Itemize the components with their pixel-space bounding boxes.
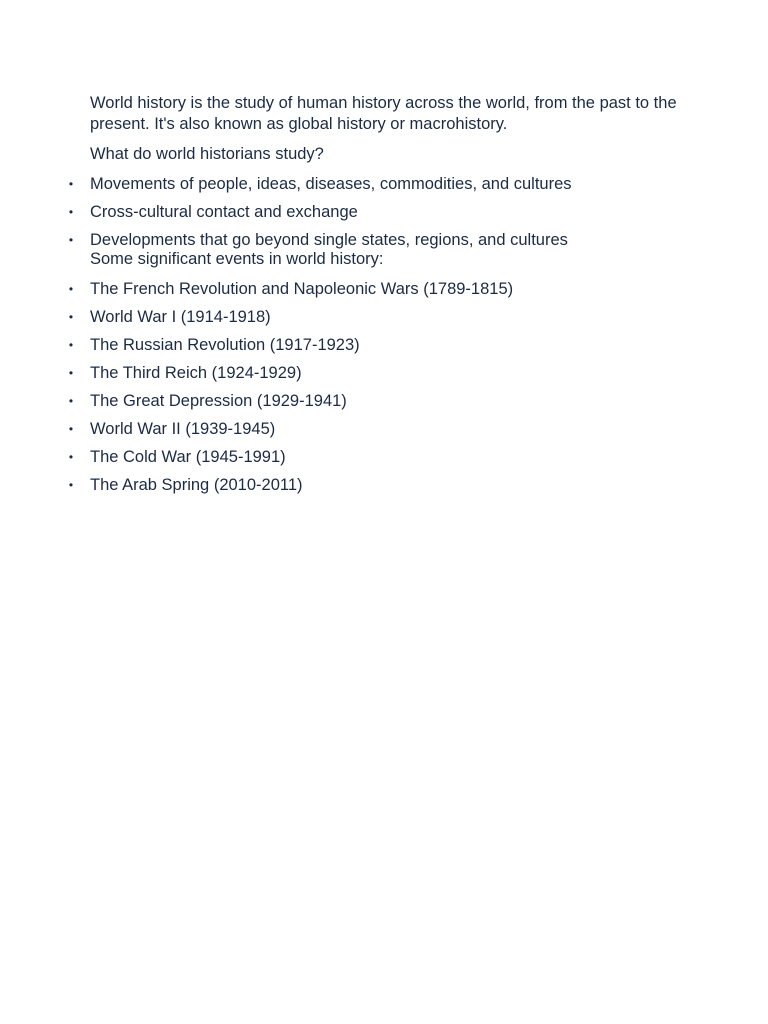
list-item xyxy=(68,335,690,356)
list-item-text: The Great Depression (1929-1941) xyxy=(90,392,347,410)
list-item xyxy=(68,391,690,412)
study-list xyxy=(68,174,690,251)
list-item xyxy=(68,475,690,496)
list-item-text: World War II (1939-1945) xyxy=(90,420,276,438)
list-item-text: Cross-cultural contact and exchange xyxy=(90,203,358,221)
list-item-text: Movements of people, ideas, diseases, commodities, and cultures xyxy=(90,175,572,193)
list-item xyxy=(68,202,690,223)
bullet-icon: • xyxy=(68,450,74,464)
bullet-icon: • xyxy=(68,205,74,219)
list-item xyxy=(68,447,690,468)
study-question: What do world historians study? xyxy=(90,145,324,163)
bullet-icon: • xyxy=(68,233,74,247)
list-item xyxy=(68,279,690,300)
bullet-icon: • xyxy=(68,177,74,191)
list-item-text: World War I (1914-1918) xyxy=(90,308,271,326)
list-item xyxy=(68,174,690,195)
list-item xyxy=(68,363,690,384)
bullet-icon: • xyxy=(68,366,74,380)
list-item-text: Developments that go beyond single states, regions, and cultures xyxy=(90,231,568,249)
bullet-icon: • xyxy=(68,478,74,492)
list-item xyxy=(68,230,690,251)
bullet-icon: • xyxy=(68,422,74,436)
list-item-text: The Russian Revolution (1917-1923) xyxy=(90,336,360,354)
list-item xyxy=(68,419,690,440)
bullet-icon: • xyxy=(68,282,74,296)
bullet-icon: • xyxy=(68,310,74,324)
bullet-icon: • xyxy=(68,394,74,408)
list-item-text: The Third Reich (1924-1929) xyxy=(90,364,302,382)
list-item-text: The Cold War (1945-1991) xyxy=(90,448,286,466)
bullet-icon: • xyxy=(68,338,74,352)
events-list xyxy=(68,279,690,496)
list-item-text: The Arab Spring (2010-2011) xyxy=(90,476,303,494)
intro-paragraph: World history is the study of human history across the world, from the past to the present. It's also known as global history or macrohistory. xyxy=(90,94,677,133)
document-body xyxy=(68,93,690,503)
events-heading: Some significant events in world history: xyxy=(90,250,384,268)
list-item xyxy=(68,307,690,328)
list-item-text: The French Revolution and Napoleonic Wars (1789-1815) xyxy=(90,280,514,298)
